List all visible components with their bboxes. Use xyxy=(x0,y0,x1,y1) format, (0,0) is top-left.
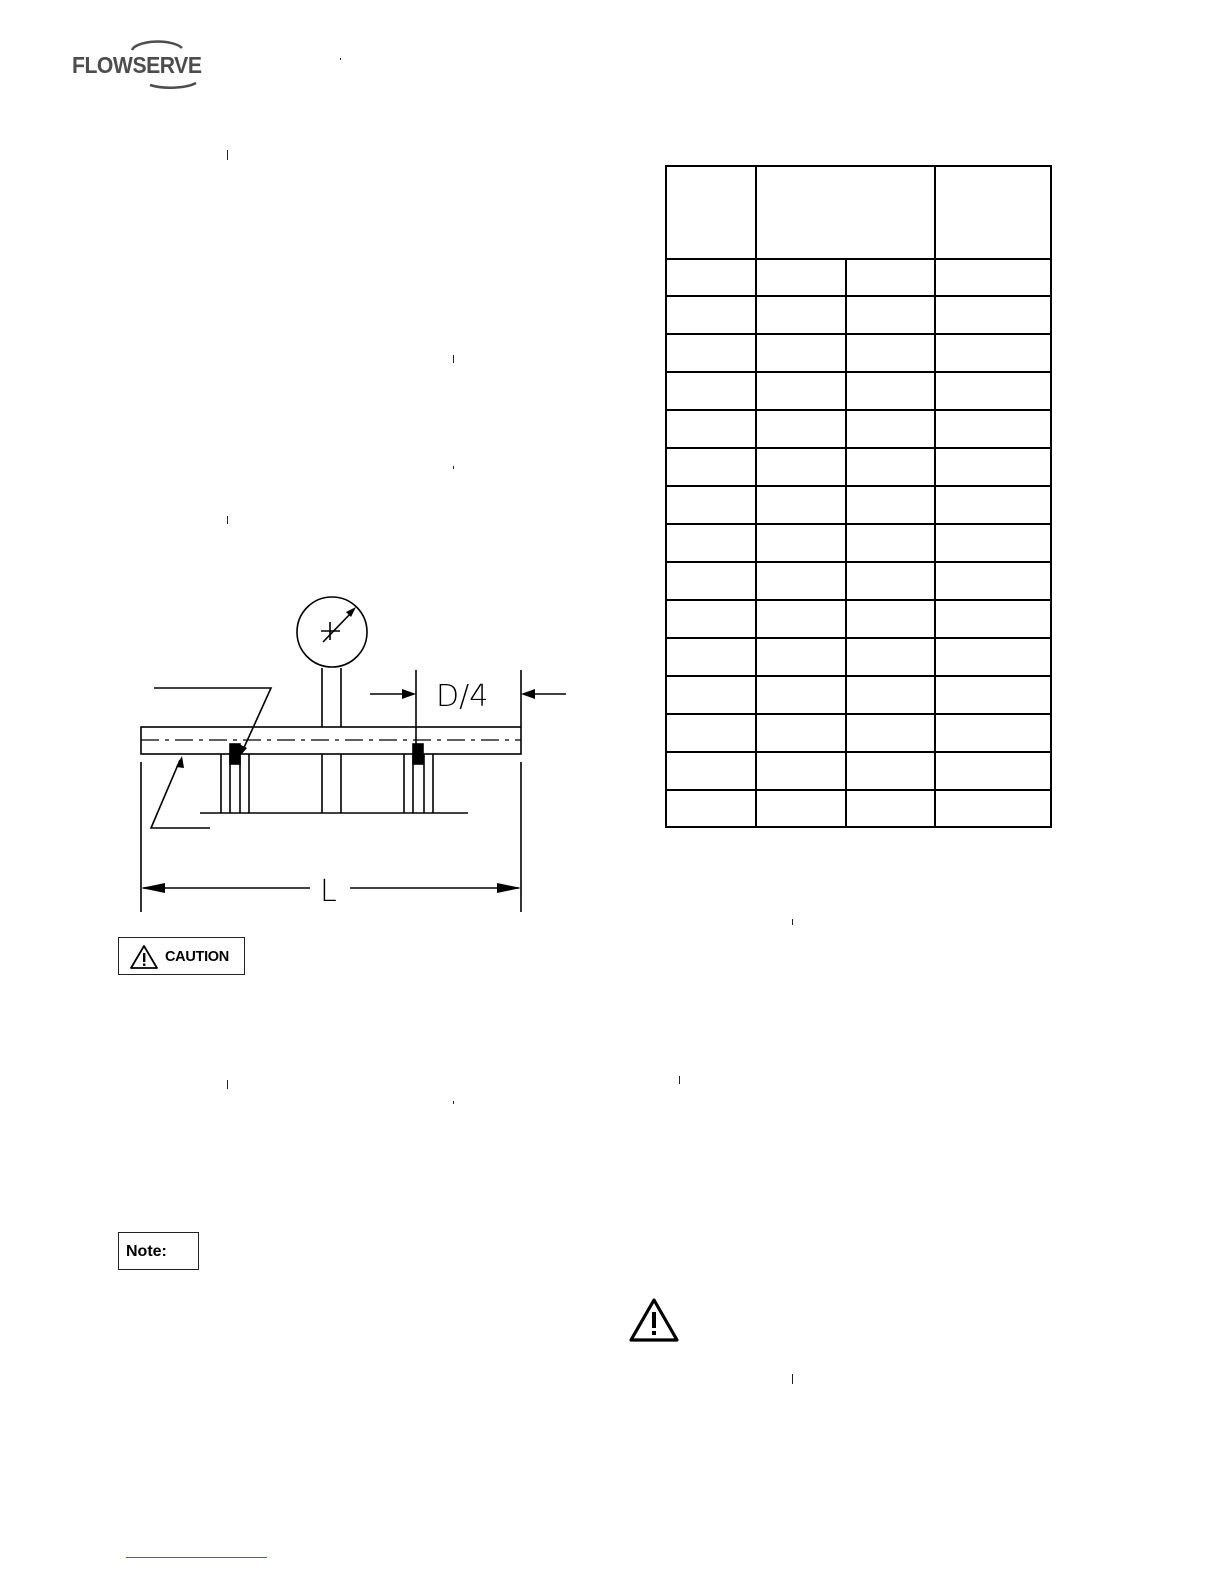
shaft-runout-diagram xyxy=(120,590,580,920)
dimension-label-d4: D/4 xyxy=(436,679,489,714)
stray-mark xyxy=(679,1076,680,1084)
stray-mark xyxy=(453,466,454,469)
stray-mark xyxy=(227,150,228,160)
stray-mark xyxy=(792,919,793,925)
warning-triangle-icon xyxy=(129,944,159,970)
dimension-table xyxy=(665,165,1052,828)
stray-mark xyxy=(792,1374,793,1384)
flowserve-logo xyxy=(70,38,210,94)
logo-wordmark: FLOWSERVE xyxy=(72,52,202,78)
caution-label: CAUTION xyxy=(165,949,229,965)
stray-mark xyxy=(227,516,228,524)
warning-triangle-icon xyxy=(628,1297,680,1343)
stray-mark xyxy=(227,1080,228,1089)
stray-mark xyxy=(453,355,454,363)
caution-callout xyxy=(118,937,245,975)
note-callout xyxy=(118,1232,199,1270)
table-grid xyxy=(665,165,1052,828)
note-label: Note: xyxy=(126,1243,167,1260)
stray-mark xyxy=(340,58,341,60)
footer-link[interactable] xyxy=(126,1557,267,1558)
dimension-label-l: L xyxy=(320,874,337,909)
stray-mark xyxy=(453,1101,454,1104)
